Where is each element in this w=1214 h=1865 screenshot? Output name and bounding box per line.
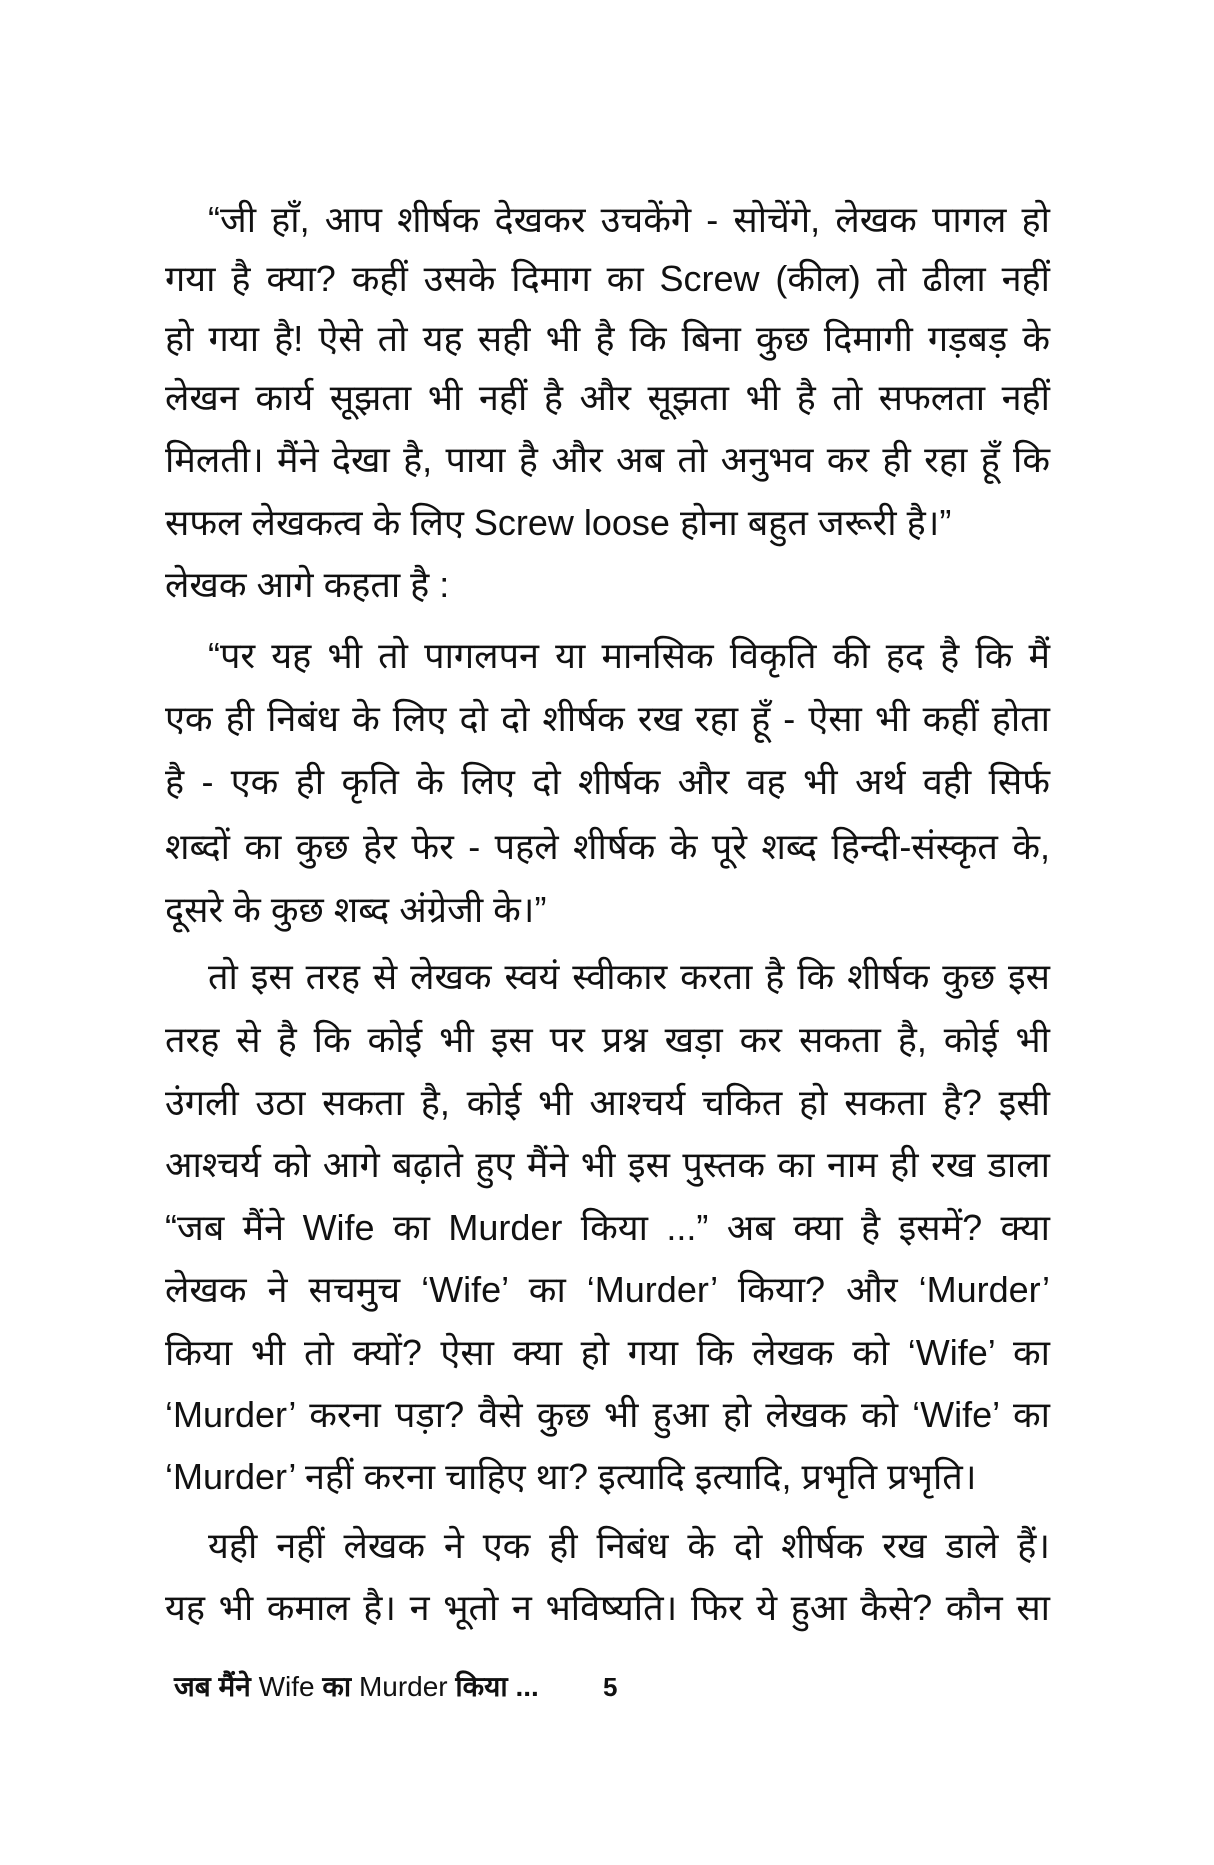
footer-title-part: का <box>322 1671 352 1702</box>
text-line: है - एक ही कृति के लिए दो शीर्षक और वह भी अर्थ वही सिर्फ <box>165 761 1050 802</box>
text-line: लेखन कार्य सूझता भी नहीं है और सूझता भी है तो सफलता नहीं <box>165 377 1050 418</box>
text-line: लेखक आगे कहता है : <box>165 564 450 605</box>
text-line: उंगली उठा सकता है, कोई भी आश्चर्य चकित हो सकता है? इसी <box>165 1082 1050 1123</box>
text-line: “जब मैंने Wife का Murder किया ...” अब क्या है इसमें? क्या <box>165 1207 1050 1248</box>
text-line: यह भी कमाल है। न भूतो न भविष्यति। फिर ये हुआ कैसे? कौन सा <box>165 1587 1050 1628</box>
text-line: हो गया है! ऐसे तो यह सही भी है कि बिना कुछ दिमागी गड़बड़ के <box>165 318 1050 359</box>
footer-title-part: Murder <box>358 1671 448 1702</box>
text-line: किया भी तो क्यों? ऐसा क्या हो गया कि लेखक को ‘Wife’ का <box>165 1332 1050 1373</box>
text-line: “पर यह भी तो पागलपन या मानसिक विकृति की हद है कि मैं <box>208 635 1050 676</box>
text-line: सफल लेखकत्व के लिए Screw loose होना बहुत जरूरी है।” <box>165 502 952 543</box>
text-line: शब्दों का कुछ हेर फेर - पहले शीर्षक के पूरे शब्द हिन्दी-संस्कृत के, <box>165 826 1050 867</box>
page-number: 5 <box>603 1672 618 1702</box>
footer-title-part: जब मैंने <box>174 1671 251 1702</box>
text-line: मिलती। मैंने देखा है, पाया है और अब तो अनुभव कर ही रहा हूँ कि <box>165 439 1050 480</box>
footer-title-part: Wife <box>258 1671 315 1702</box>
text-line: गया है क्या? कहीं उसके दिमाग का Screw (कील) तो ढीला नहीं <box>165 258 1050 299</box>
text-line: ‘Murder’ करना पड़ा? वैसे कुछ भी हुआ हो लेखक को ‘Wife’ का <box>165 1394 1050 1435</box>
text-line: यही नहीं लेखक ने एक ही निबंध के दो शीर्षक रख डाले हैं। <box>208 1525 1050 1566</box>
text-line: ‘Murder’ नहीं करना चाहिए था? इत्यादि इत्यादि, प्रभृति प्रभृति। <box>165 1456 977 1497</box>
text-line: “जी हाँ, आप शीर्षक देखकर उचकेंगे - सोचेंगे, लेखक पागल हो <box>208 199 1050 240</box>
text-line: आश्चर्य को आगे बढ़ाते हुए मैंने भी इस पुस्तक का नाम ही रख डाला <box>165 1144 1050 1185</box>
running-footer-title <box>174 1665 539 1709</box>
footer-title-part: किया ... <box>455 1671 539 1702</box>
text-line: लेखक ने सचमुच ‘Wife’ का ‘Murder’ किया? और ‘Murder’ <box>165 1269 1050 1310</box>
text-line: दूसरे के कुछ शब्द अंग्रेजी के।” <box>165 889 547 930</box>
text-line: तरह से है कि कोई भी इस पर प्रश्न खड़ा कर सकता है, कोई भी <box>165 1019 1050 1060</box>
text-line: तो इस तरह से लेखक स्वयं स्वीकार करता है कि शीर्षक कुछ इस <box>208 956 1050 997</box>
text-line: एक ही निबंध के लिए दो दो शीर्षक रख रहा हूँ - ऐसा भी कहीं होता <box>165 698 1050 739</box>
